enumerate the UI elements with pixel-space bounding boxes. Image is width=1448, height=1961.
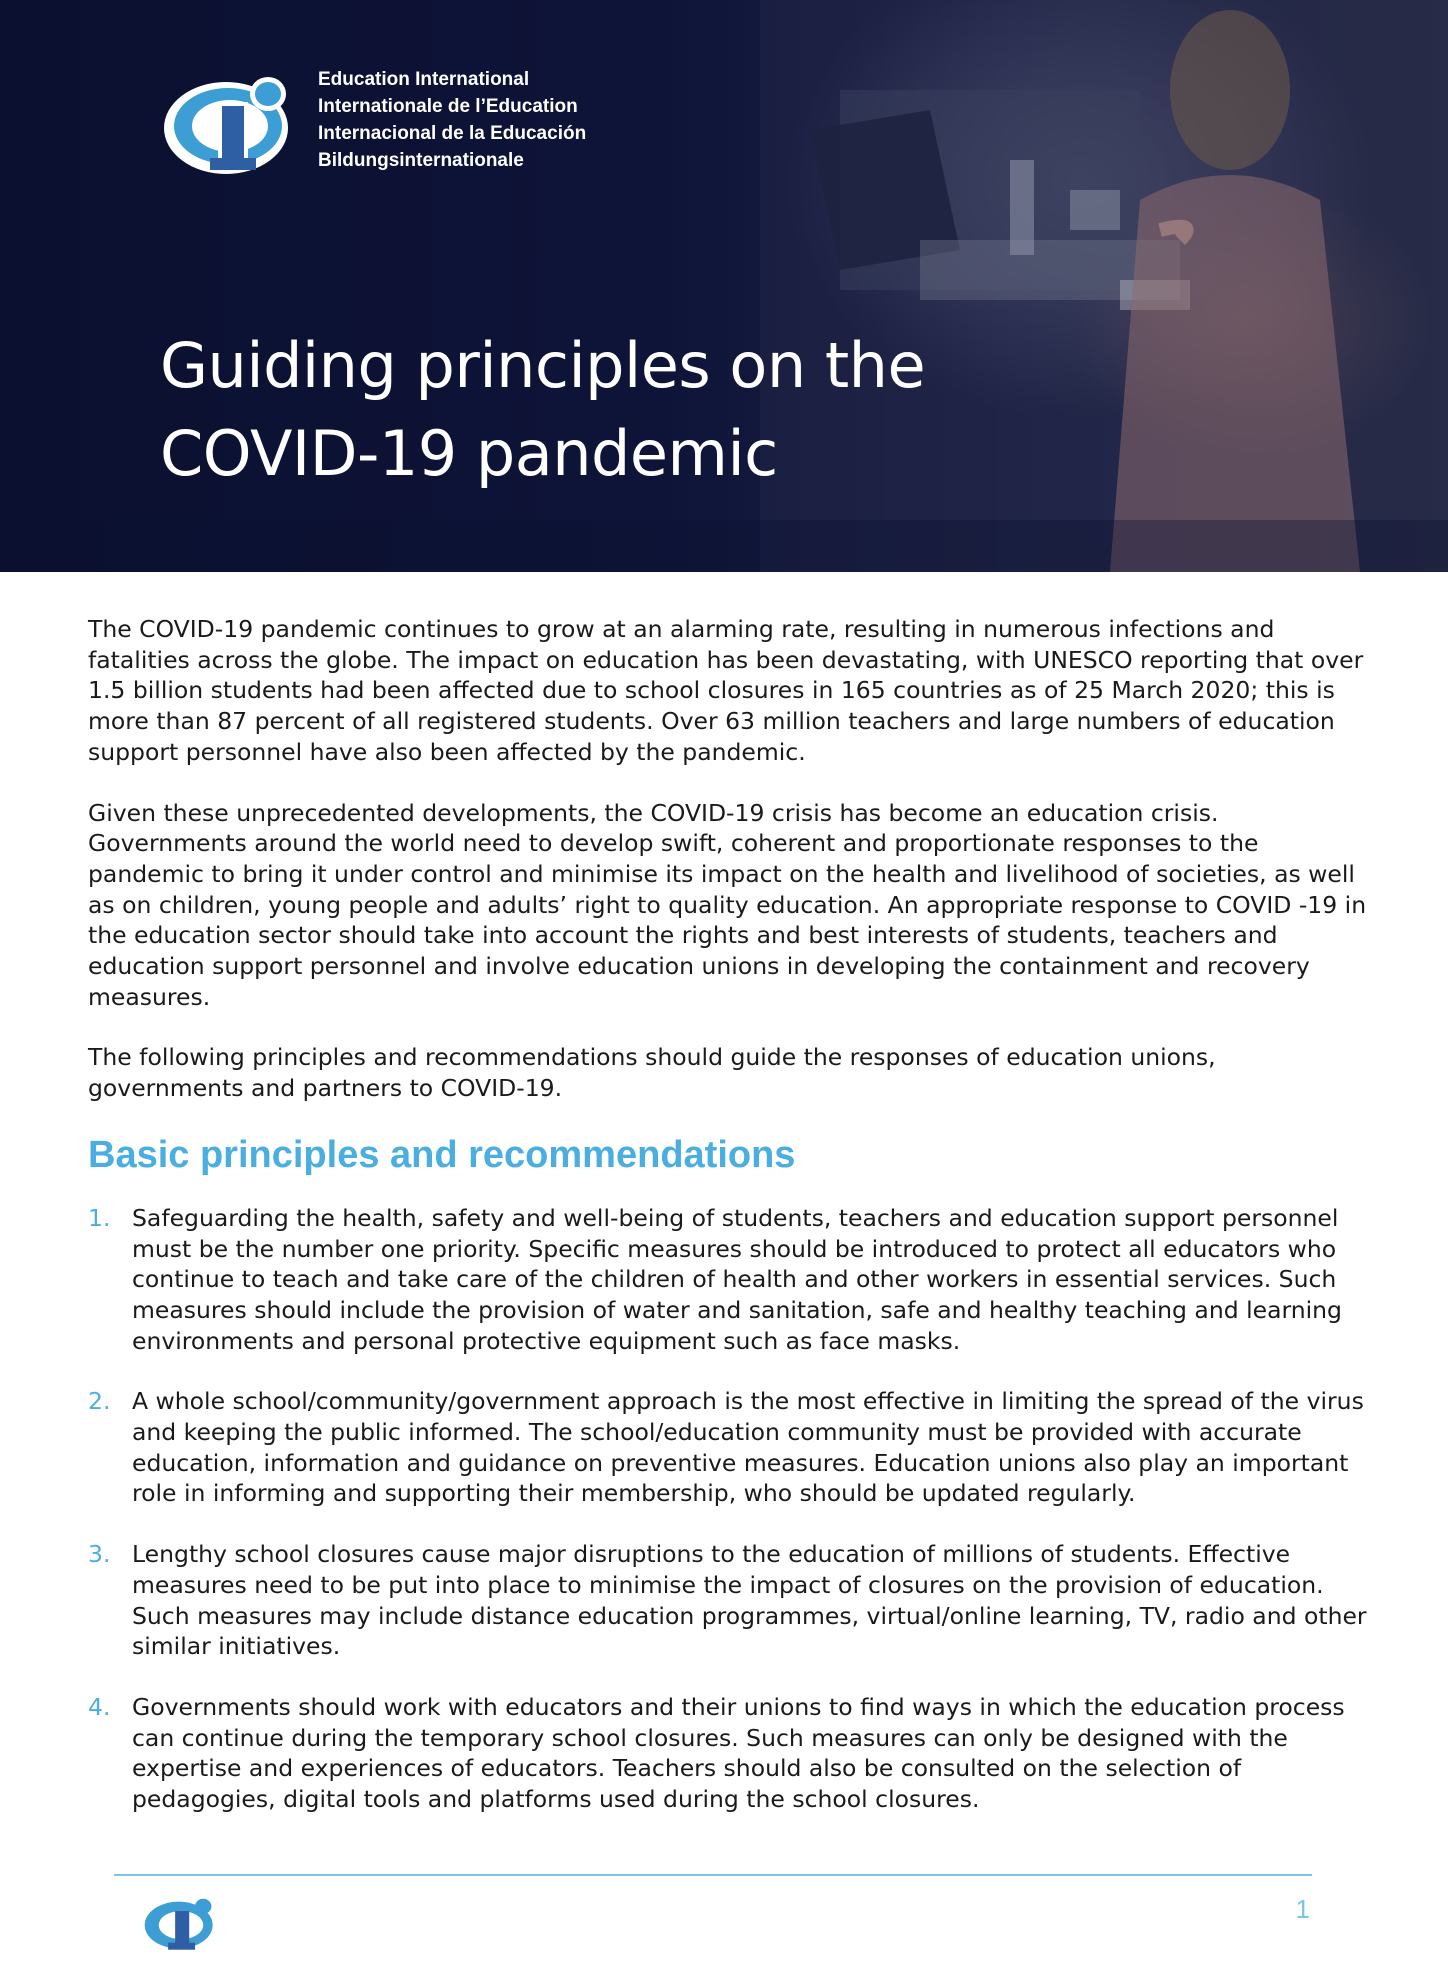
list-item-text: Lengthy school closures cause major disruptions to the education of millions of students. Effective measures need to be put into place to minimise the impact of closures on the provision of education. Such measures may include distance education programmes, virtual/online learning, TV, radio and other similar initiatives. <box>132 1540 1367 1661</box>
hero-banner <box>0 0 1448 572</box>
list-item-number: 4. <box>88 1692 111 1721</box>
list-item <box>88 1386 1368 1509</box>
education-international-logo-icon <box>140 1888 222 1954</box>
org-name-es: Internacional de la Educación <box>318 123 587 144</box>
footer-divider <box>114 1874 1312 1876</box>
page-title-line-1: Guiding principles on the <box>160 329 926 402</box>
list-item <box>88 1692 1368 1815</box>
org-name-de: Bildungsinternationale <box>318 150 524 171</box>
intro-paragraph: Given these unprecedented developments, the COVID-19 crisis has become an education crisis. Governments around the world need to develop swift, coherent and proportionate responses to the pandemic to bring it under control and minimise its impact on the health and livelihood of societies, as well as on children, young people and adults’ right to quality education. An appropriate response to COVID -19 in the education sector should take into account the rights and best interests of students, teachers and education support personnel and involve education unions in developing the containment and recovery measures. <box>88 798 1367 1011</box>
education-international-logo-icon <box>160 50 300 180</box>
list-item <box>88 1539 1368 1662</box>
principles-list <box>88 1203 1368 1815</box>
list-item-text: Safeguarding the health, safety and well-being of students, teachers and education support personnel must be the number one priority. Specific measures should be introduced to protect all educators who continue to teach and take care of the children of health and other workers in essential services. Such measures should include the provision of water and sanitation, safe and healthy teaching and learning environments and personal protective equipment such as face masks. <box>132 1203 1342 1355</box>
list-item-text: Governments should work with educators and their unions to find ways in which the education process can continue during the temporary school closures. Such measures can only be designed with the expertise and experiences of educators. Teachers should also be consulted on the selection of pedagogies, digital tools and platforms used during the school closures. <box>132 1692 1345 1814</box>
org-names <box>318 66 638 174</box>
page-number: 1 <box>1295 1894 1310 1924</box>
section-heading: Basic principles and recommendations <box>88 1133 796 1176</box>
org-name-en: Education International <box>318 69 530 90</box>
list-item <box>88 1203 1368 1357</box>
list-item-text: A whole school/community/government approach is the most effective in limiting the spread of the virus and keeping the public informed. The school/education community must be provided with accurate education, information and guidance on preventive measures. Education unions also play an important role in informing and supporting their membership, who should be updated regularly. <box>132 1387 1364 1508</box>
intro-paragraph: The following principles and recommendations should guide the responses of education unions, governments and partners to COVID-19. <box>88 1043 1216 1103</box>
list-item-number: 2. <box>88 1387 111 1416</box>
org-name-fr: Internationale de l’Education <box>318 96 578 117</box>
list-item-number: 1. <box>88 1203 111 1232</box>
main-content <box>88 614 1368 1845</box>
intro-paragraph: The COVID-19 pandemic continues to grow at an alarming rate, resulting in numerous infections and fatalities across the globe. The impact on education has been devastating, with UNESCO reporting that over 1.5 billion students had been affected due to school closures in 165 countries as of 25 March 2020; this is more than 87 percent of all registered students. Over 63 million teachers and large numbers of education support personnel have also been affected by the pandemic. <box>88 615 1364 766</box>
page-title <box>160 322 1020 498</box>
page-title-line-2: COVID-19 pandemic <box>160 417 778 490</box>
list-item-number: 3. <box>88 1540 111 1569</box>
